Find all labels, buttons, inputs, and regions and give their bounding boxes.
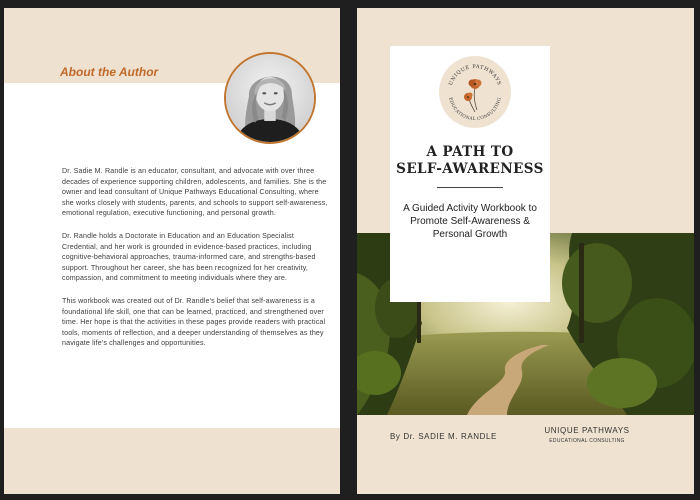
title-divider <box>437 187 503 188</box>
unique-pathways-logo <box>439 56 511 128</box>
logo-text-bottom: EDUCATIONAL CONSULTING <box>447 97 503 123</box>
logo-text-top: UNIQUE PATHWAYS <box>448 63 502 87</box>
author-photo <box>224 52 316 144</box>
about-author-heading: About the Author <box>60 65 159 79</box>
publisher-mark <box>537 426 637 444</box>
bottom-beige-band <box>4 428 340 494</box>
book-subtitle: A Guided Activity Workbook to Promote Self-Awareness & Personal Growth <box>403 203 537 240</box>
publisher-name: UNIQUE PATHWAYS <box>544 426 630 435</box>
title-card <box>390 46 550 302</box>
publisher-subtitle: EDUCATIONAL CONSULTING <box>549 438 625 444</box>
author-portrait-image <box>226 54 314 142</box>
bio-paragraph: Dr. Sadie M. Randle is an educator, consultant, and advocate with over three decades of experience supporting children, adolescents, and families. She is the owner and lead consultant of Unique Pathways Educational Consulting, where she works closely with students, parents, and schools to support self-awareness, emotional regulation, executive functioning, and personal growth. <box>62 167 328 218</box>
cover-author-line: By Dr. SADIE M. RANDLE <box>390 432 497 441</box>
author-bio <box>62 166 330 361</box>
back-cover-page <box>4 8 340 494</box>
bio-paragraph: Dr. Randle holds a Doctorate in Education and an Education Specialist Credential, and her work is grounded in evidence-based practices, including cognitive-behavioral approaches, trauma-informed care, and strengths-based support. Throughout her career, she has been recognized for her creativity, compassion, and commitment to meeting individuals where they are. <box>62 231 316 283</box>
front-cover-page <box>357 8 694 494</box>
bio-paragraph: This workbook was created out of Dr. Randle's belief that self-awareness is a foundational life skill, one that can be learned, practiced, and strengthened over time. Her hope is that the activities in these pages provide readers with practical tools, moments of reflection, and a deeper understanding of themselves as they navigate life's challenges and opportunities. <box>62 296 326 348</box>
book-title <box>390 144 550 178</box>
title-line-2: SELF-AWARENESS <box>396 161 544 177</box>
title-line-1: A PATH TO <box>426 144 514 160</box>
